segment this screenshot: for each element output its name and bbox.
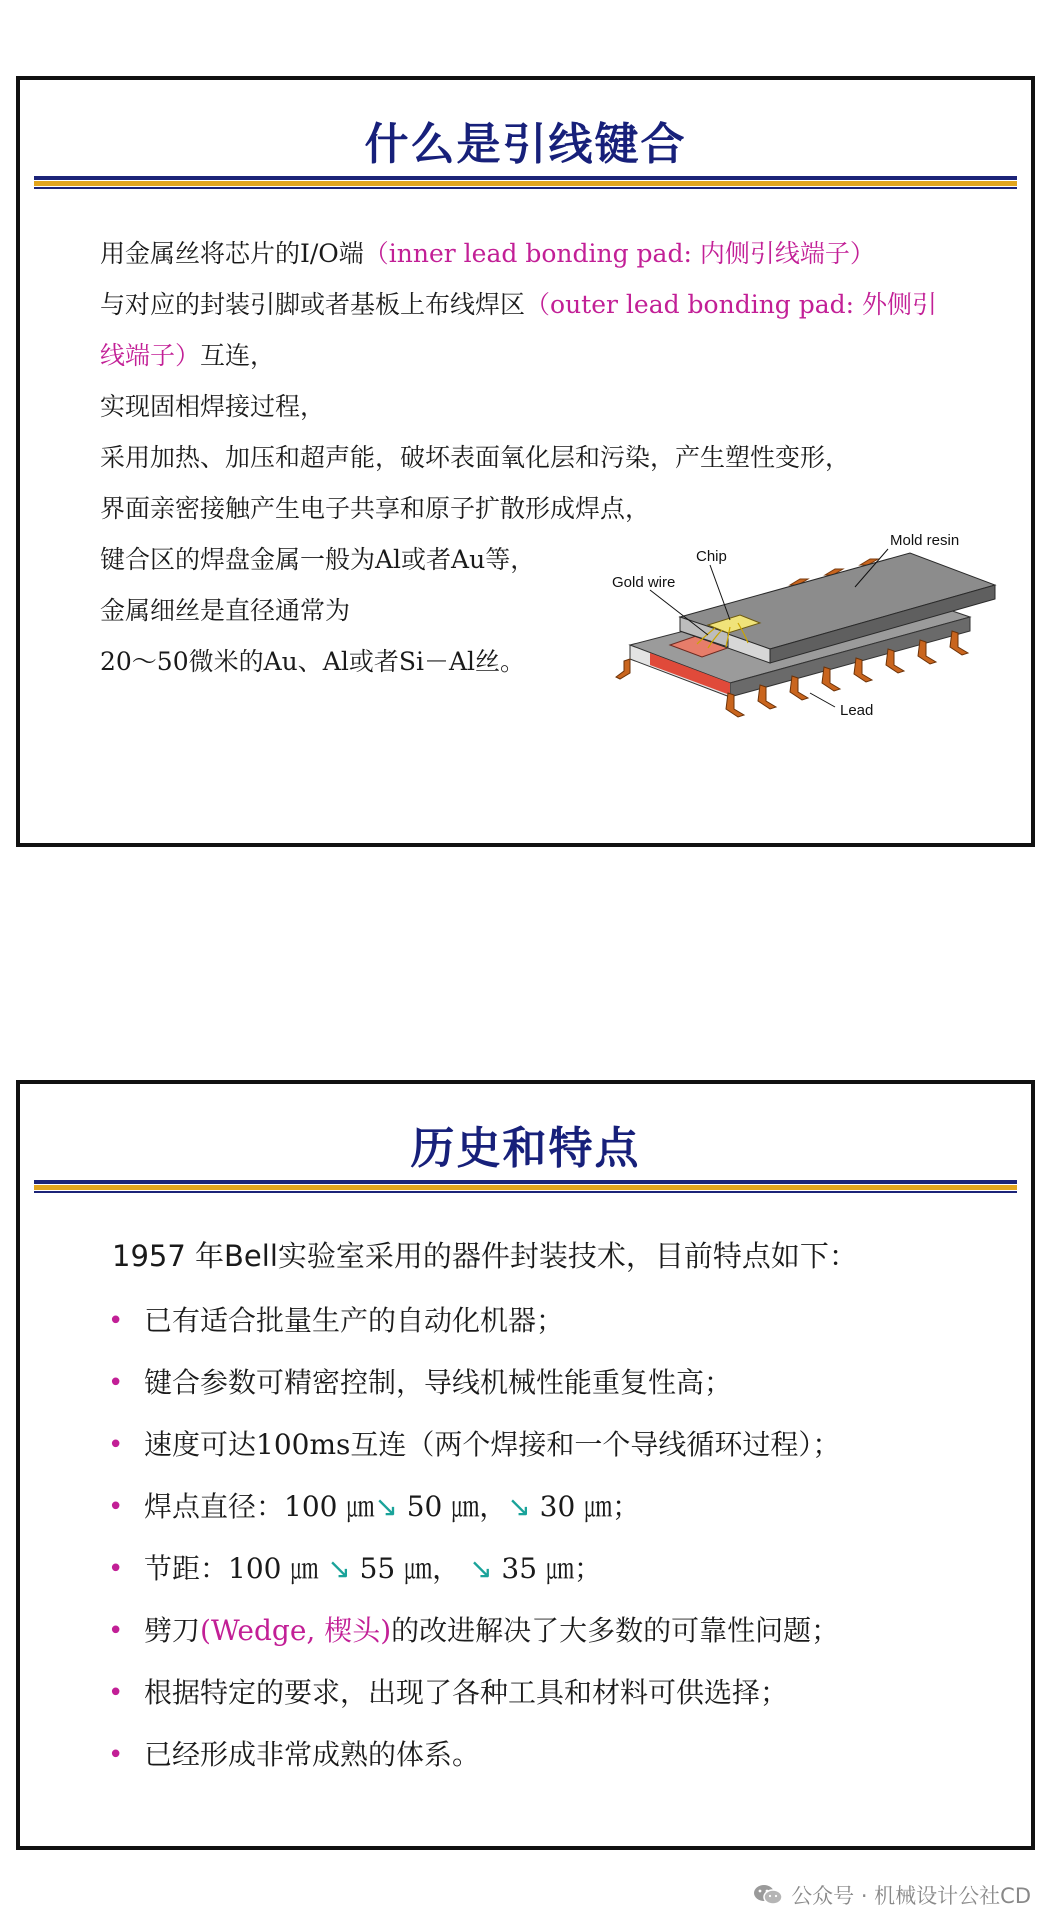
- decrease-arrow-icon: ↘: [374, 1490, 398, 1523]
- bullet-icon: •: [108, 1616, 124, 1646]
- slide-title: 历史和特点: [410, 1123, 641, 1174]
- title-divider: [34, 1180, 1017, 1192]
- body-line-1: [100, 228, 991, 279]
- list-item-text: 50 ㎛，: [397, 1490, 508, 1523]
- body-line-4: 实现固相焊接过程，: [100, 392, 326, 421]
- list-item-text: 已经形成非常成熟的体系。: [144, 1738, 481, 1771]
- bullet-icon: •: [108, 1554, 124, 1584]
- title-divider: [34, 176, 1017, 188]
- highlight-text: 线端子）: [100, 341, 201, 370]
- label-chip: Chip: [696, 548, 727, 565]
- body-text: 用金属丝将芯片的I/O端: [100, 239, 364, 268]
- list-item: [102, 1476, 840, 1538]
- slide-history-and-features: [16, 1080, 1035, 1850]
- bullet-icon: •: [108, 1740, 124, 1770]
- body-text: 与对应的封装引脚或者基板上布线焊区: [100, 290, 526, 319]
- bullet-icon: •: [108, 1368, 124, 1398]
- list-item: [102, 1600, 840, 1662]
- body-line-8: 金属细丝是直径通常为: [100, 596, 351, 625]
- decrease-arrow-icon: ↘: [327, 1552, 351, 1585]
- slide-what-is-wire-bonding: [16, 76, 1035, 847]
- highlight-text: （outer lead bonding pad: 外侧引: [525, 290, 938, 319]
- highlight-text: （inner lead bonding pad: 内侧引线端子）: [363, 239, 875, 268]
- list-item-text: 55 ㎛，: [350, 1552, 470, 1585]
- highlight-text: (Wedge, 楔头): [200, 1614, 392, 1647]
- feature-list: [102, 1290, 840, 1786]
- body-line-5: 采用加热、加压和超声能，破坏表面氧化层和污染，产生塑性变形，: [100, 443, 851, 472]
- list-item: [102, 1352, 840, 1414]
- body-text: 互连，: [200, 341, 276, 370]
- label-lead: Lead: [840, 702, 874, 719]
- ic-package-diagram: [610, 525, 1010, 735]
- wechat-icon: [753, 1883, 783, 1912]
- label-gold-wire: Gold wire: [612, 574, 676, 591]
- list-item-text: 30 ㎛；: [530, 1490, 641, 1523]
- list-item-text: 键合参数可精密控制，导线机械性能重复性高；: [144, 1366, 733, 1399]
- list-item-text: 节距：100 ㎛: [144, 1552, 328, 1585]
- bullet-icon: •: [108, 1306, 124, 1336]
- list-item: [102, 1662, 840, 1724]
- body-line-2: [100, 279, 991, 330]
- slide-title: 什么是引线键合: [364, 119, 687, 170]
- body-line-6: 界面亲密接触产生电子共享和原子扩散形成焊点，: [100, 494, 651, 523]
- list-item: [102, 1538, 840, 1600]
- label-mold-resin: Mold resin: [890, 532, 960, 549]
- list-item-text: 35 ㎛；: [492, 1552, 602, 1585]
- intro-line: 1957 年Bell实验室采用的器件封装技术，目前特点如下：: [112, 1239, 858, 1273]
- bullet-icon: •: [108, 1430, 124, 1460]
- decrease-arrow-icon: ↘: [507, 1490, 531, 1523]
- list-item-text: 根据特定的要求，出现了各种工具和材料可供选择；: [144, 1676, 789, 1709]
- bullet-icon: •: [108, 1678, 124, 1708]
- bullet-icon: •: [108, 1492, 124, 1522]
- body-line-3: [100, 330, 991, 381]
- body-line-7: 键合区的焊盘金属一般为Al或者Au等，: [100, 545, 536, 574]
- footer-watermark: [753, 1880, 1031, 1912]
- list-item: [102, 1290, 840, 1352]
- list-item-text: 焊点直径：100 ㎛: [144, 1490, 375, 1523]
- list-item-text: 的改进解决了大多数的可靠性问题；: [391, 1614, 840, 1647]
- decrease-arrow-icon: ↘: [469, 1552, 493, 1585]
- body-line-9: 20～50微米的Au、Al或者Si－Al丝。: [100, 647, 526, 676]
- list-item: [102, 1724, 840, 1786]
- list-item: [102, 1414, 840, 1476]
- list-item-text: 速度可达100ms互连（两个焊接和一个导线循环过程）；: [144, 1428, 841, 1461]
- list-item-text: 劈刀: [144, 1614, 201, 1647]
- footer-text: 公众号 · 机械设计公社CD: [791, 1884, 1031, 1908]
- list-item-text: 已有适合批量生产的自动化机器；: [144, 1304, 565, 1337]
